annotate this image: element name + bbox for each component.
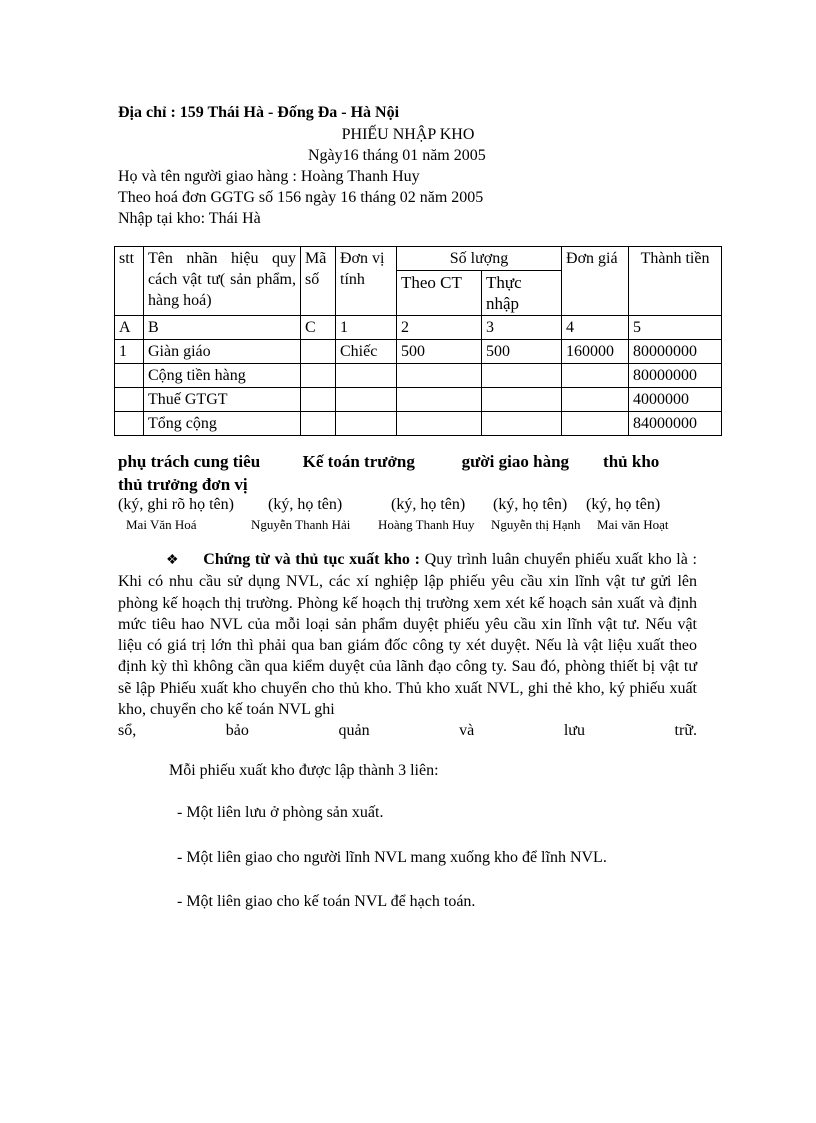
header-qty-actual: Thực nhập (482, 271, 562, 316)
issue-procedure-paragraph (118, 549, 697, 742)
signature-note: (ký, ghi rõ họ tên) (118, 496, 234, 513)
signer-name: Mai Văn Hoá (126, 517, 197, 532)
subtotal-value: 80000000 (629, 364, 722, 388)
list-item: - Một liên giao cho kế toán NVL để hạch toán. (177, 893, 476, 910)
vat-row (115, 388, 722, 412)
deliverer-line: Họ và tên người giao hàng : Hoàng Thanh Huy (118, 168, 420, 185)
subtotal-label: Cộng tiền hàng (144, 364, 301, 388)
warehouse-line: Nhập tại kho: Thái Hà (118, 210, 261, 227)
signer-name: Mai văn Hoạt (597, 517, 669, 532)
table-cell: 5 (629, 316, 722, 340)
total-value: 84000000 (629, 412, 722, 436)
paragraph-body: Quy trình luân chuyển phiếu xuất kho là : Khi có nhu cầu sử dụng NVL, các xí nghiệp lập phiếu yêu cầu xin lĩnh vật tư gửi lên phòng kế hoạch thị trường. Phòng kế hoạch thị trường xem xét kế hoạch sản xuất và định mức tiêu hao NVL của mỗi loại sản phẩm duyệt phiếu yêu cầu xin lĩnh vật tư. Nếu vật liệu có giá trị lớn thì phải qua ban giám đốc công ty xét duyệt. Nếu là vật liệu xuất theo định kỳ thì không cần qua kiểm duyệt của lãnh đạo công ty. Sau đó, phòng thiết bị vật tư sẽ lập Phiếu xuất kho chuyển cho thủ kho. Thủ kho xuất NVL, ghi thẻ kho, ký phiếu xuất kho, chuyển cho kế toán NVL ghi (118, 551, 697, 719)
signer-name: Hoàng Thanh Huy (378, 517, 475, 532)
table-cell: 4 (562, 316, 629, 340)
signature-note: (ký, họ tên) (268, 496, 343, 513)
vat-label: Thuế GTGT (144, 388, 301, 412)
table-cell: Chiếc (336, 340, 397, 364)
table-cell: A (115, 316, 144, 340)
company-address: Địa chỉ : 159 Thái Hà - Đống Đa - Hà Nội (118, 104, 400, 121)
table-cell: 500 (482, 340, 562, 364)
diamond-bullet-icon: ❖ (166, 553, 180, 568)
section-heading: Chứng từ và thủ tục xuất kho : (203, 551, 420, 568)
header-unit-price: Đơn giá (562, 247, 629, 316)
table-cell: 160000 (562, 340, 629, 364)
total-label: Tổng cộng (144, 412, 301, 436)
signer-name: Nguyễn Thanh Hải (251, 517, 351, 532)
signer-roles: phụ trách cung tiêu Kế toán trưởng gười giao hàng thủ kho thủ trưởng đơn vị (118, 452, 677, 494)
copies-intro: Mỗi phiếu xuất kho được lập thành 3 liên: (169, 762, 439, 779)
signer-name: Nguyễn thị Hạnh (491, 517, 581, 532)
vat-value: 4000000 (629, 388, 722, 412)
table-cell (301, 340, 336, 364)
table-cell: 1 (115, 340, 144, 364)
invoice-line: Theo hoá đơn GGTG số 156 ngày 16 tháng 02 năm 2005 (118, 189, 484, 206)
table-cell: 80000000 (629, 340, 722, 364)
list-item: - Một liên lưu ở phòng sản xuất. (177, 804, 384, 821)
table-cell: 500 (397, 340, 482, 364)
table-cell: 2 (397, 316, 482, 340)
table-cell: 3 (482, 316, 562, 340)
signature-note: (ký, họ tên) (391, 496, 466, 513)
table-cell: C (301, 316, 336, 340)
document-title: PHIẾU NHẬP KHO (341, 126, 475, 143)
signature-note: (ký, họ tên) (493, 496, 568, 513)
table-cell: Giàn giáo (144, 340, 301, 364)
total-row (115, 412, 722, 436)
header-code: Mã số (301, 247, 336, 316)
receipt-table (114, 246, 722, 436)
list-item: - Một liên giao cho người lĩnh NVL mang xuống kho để lĩnh NVL. (177, 849, 607, 866)
header-quantity: Số lượng (397, 247, 562, 271)
header-item-name: Tên nhãn hiệu quy cách vật tư( sản phẩm, hàng hoá) (144, 247, 301, 316)
signature-note: (ký, họ tên) (586, 496, 661, 513)
table-cell: B (144, 316, 301, 340)
subtotal-row (115, 364, 722, 388)
header-qty-per-document: Theo CT (397, 271, 482, 316)
table-index-row (115, 316, 722, 340)
header-stt: stt (115, 247, 144, 316)
header-unit: Đơn vị tính (336, 247, 397, 316)
header-amount: Thành tiền (629, 247, 722, 316)
document-date: Ngày16 tháng 01 năm 2005 (308, 147, 486, 164)
paragraph-last-line: sổ, bảo quản và lưu trữ. (118, 722, 697, 740)
table-header-row (115, 247, 722, 271)
table-row (115, 340, 722, 364)
table-cell: 1 (336, 316, 397, 340)
